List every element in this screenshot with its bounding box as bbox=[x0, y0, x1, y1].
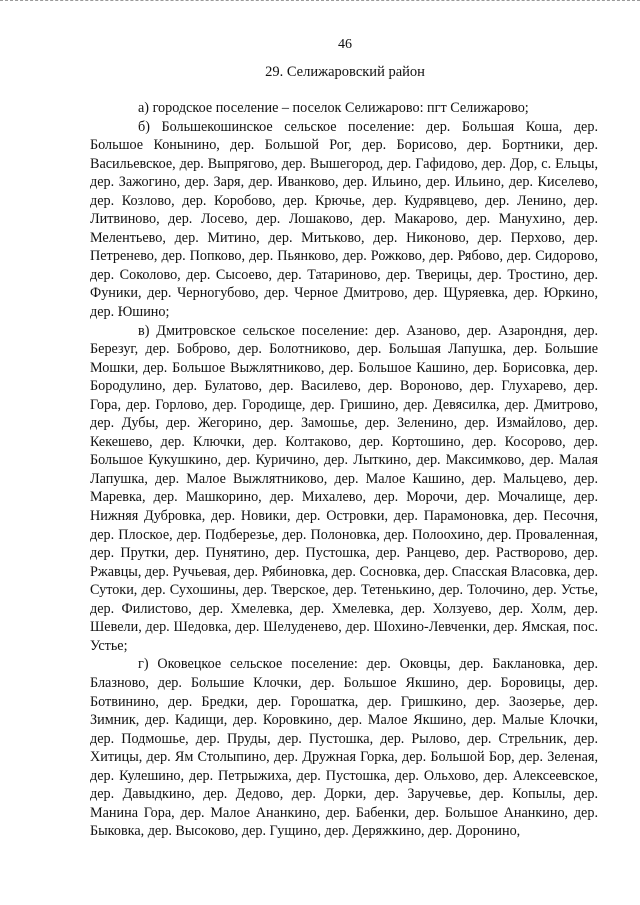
paragraph-urban-settlement: а) городское поселение – поселок Селижарово: пгт Селижарово; bbox=[138, 100, 529, 116]
section-heading: 29. Селижаровский район bbox=[265, 64, 425, 80]
scan-top-edge bbox=[0, 0, 640, 1]
paragraph-bolshekoshinskoe: б) Большекошинское сельское поселение: дер. Большая Коша, дер. Большое Конынино, дер. Большой Рог, дер. Борисово, дер. Бортники, дер. Васильевское, дер. Выпрягово, дер. Вышегород, дер. Гафидово, дер. Дор, с. Ельцы, дер. Зажогино, дер. Заря, дер. Иванково, дер. Ильино, дер. Ильино, дер. Киселево, дер. Козлово, дер. Коробово, дер. Крючье, дер. Кудрявцево, дер. Ленино, дер. Литвиново, дер. Лосево, дер. Лошаково, дер. Макарово, дер. Манухино, дер. Мелентьево, дер. Митино, дер. Митьково, дер. Никоново, дер. Перхово, дер. Петренево, дер. Попково, дер. Пьянково, дер. Рожково, дер. Рябово, дер. Сидорово, дер. Соколово, дер. Сысоево, дер. Татариново, дер. Тверицы, дер. Тростино, дер. Фуники, дер. Черногубово, дер. Черное Дмитрово, дер. Щуряевка, дер. Юркино, дер. Юшино; bbox=[90, 118, 598, 321]
page-number: 46 bbox=[338, 37, 352, 52]
paragraph-dmitrovskoe: в) Дмитровское сельское поселение: дер. Азаново, дер. Азарондня, дер. Березуг, дер. Боброво, дер. Болотниково, дер. Большая Лапушка, дер. Большие Мошки, дер. Большое Выжлятниково, дер. Большое Кашино, дер. Борисовка, дер. Бородулино, дер. Булатово, дер. Василево, дер. Вороново, дер. Глухарево, дер. Гора, дер. Горлово, дер. Городище, дер. Гришино, дер. Девясилка, дер. Дмитрово, дер. Дубы, дер. Жегорино, дер. Замошье, дер. Зеленино, дер. Измайлово, дер. Кекешево, дер. Ключки, дер. Колтаково, дер. Кортошино, дер. Косорово, дер. Большое Кукушкино, дер. Куричино, дер. Лыткино, дер. Максимково, дер. Малая Лапушка, дер. Малое Выжлятниково, дер. Малое Кашино, дер. Мальцево, дер. Маревка, дер. Машкорино, дер. Михалево, дер. Морочи, дер. Мочалище, дер. Нижняя Дубровка, дер. Новики, дер. Островки, дер. Парамоновка, дер. Песочня, дер. Плоское, дер. Подберезье, дер. Полоновка, дер. Полоохино, дер. Проваленная, дер. Прутки, дер. Пунятино, дер. Пустошка, дер. Ранцево, дер. Растворово, дер. Ржавцы, дер. Ручьевая, дер. Рябиновка, дер. Сосновка, дер. Спасская Власовка, дер. Сутоки, дер. Сухошины, дер. Тверское, дер. Тетенькино, дер. Толочино, дер. Устье, дер. Филистово, дер. Хмелевка, дер. Хмелевка, дер. Холзуево, дер. Холм, дер. Шевели, дер. Шедовка, дер. Шелуденево, дер. Шохино-Левченки, дер. Ямская, пос. Устье; bbox=[90, 322, 598, 654]
document-body bbox=[90, 99, 598, 841]
paragraph-okovetskoe: г) Оковецкое сельское поселение: дер. Оковцы, дер. Баклановка, дер. Блазново, дер. Большие Клочки, дер. Большое Якшино, дер. Боровицы, дер. Ботвинино, дер. Бредки, дер. Горошатка, дер. Гришкино, дер. Заозерье, дер. Зимник, дер. Кадищи, дер. Коровкино, дер. Малое Якшино, дер. Малые Клочки, дер. Подмошье, дер. Пруды, дер. Пустошка, дер. Рылово, дер. Стрельник, дер. Хитицы, дер. Ям Столыпино, дер. Дружная Горка, дер. Большой Бор, дер. Зеленая, дер. Кулешино, дер. Петрыжиха, дер. Пустошка, дер. Ольхово, дер. Алексеевское, дер. Давыдкино, дер. Дедово, дер. Дорки, дер. Заручевье, дер. Копылы, дер. Манина Гора, дер. Малое Ананкино, дер. Бабенки, дер. Большое Ананкино, дер. Быковка, дер. Высоково, дер. Гущино, дер. Деряжкино, дер. Доронино, bbox=[90, 656, 598, 840]
